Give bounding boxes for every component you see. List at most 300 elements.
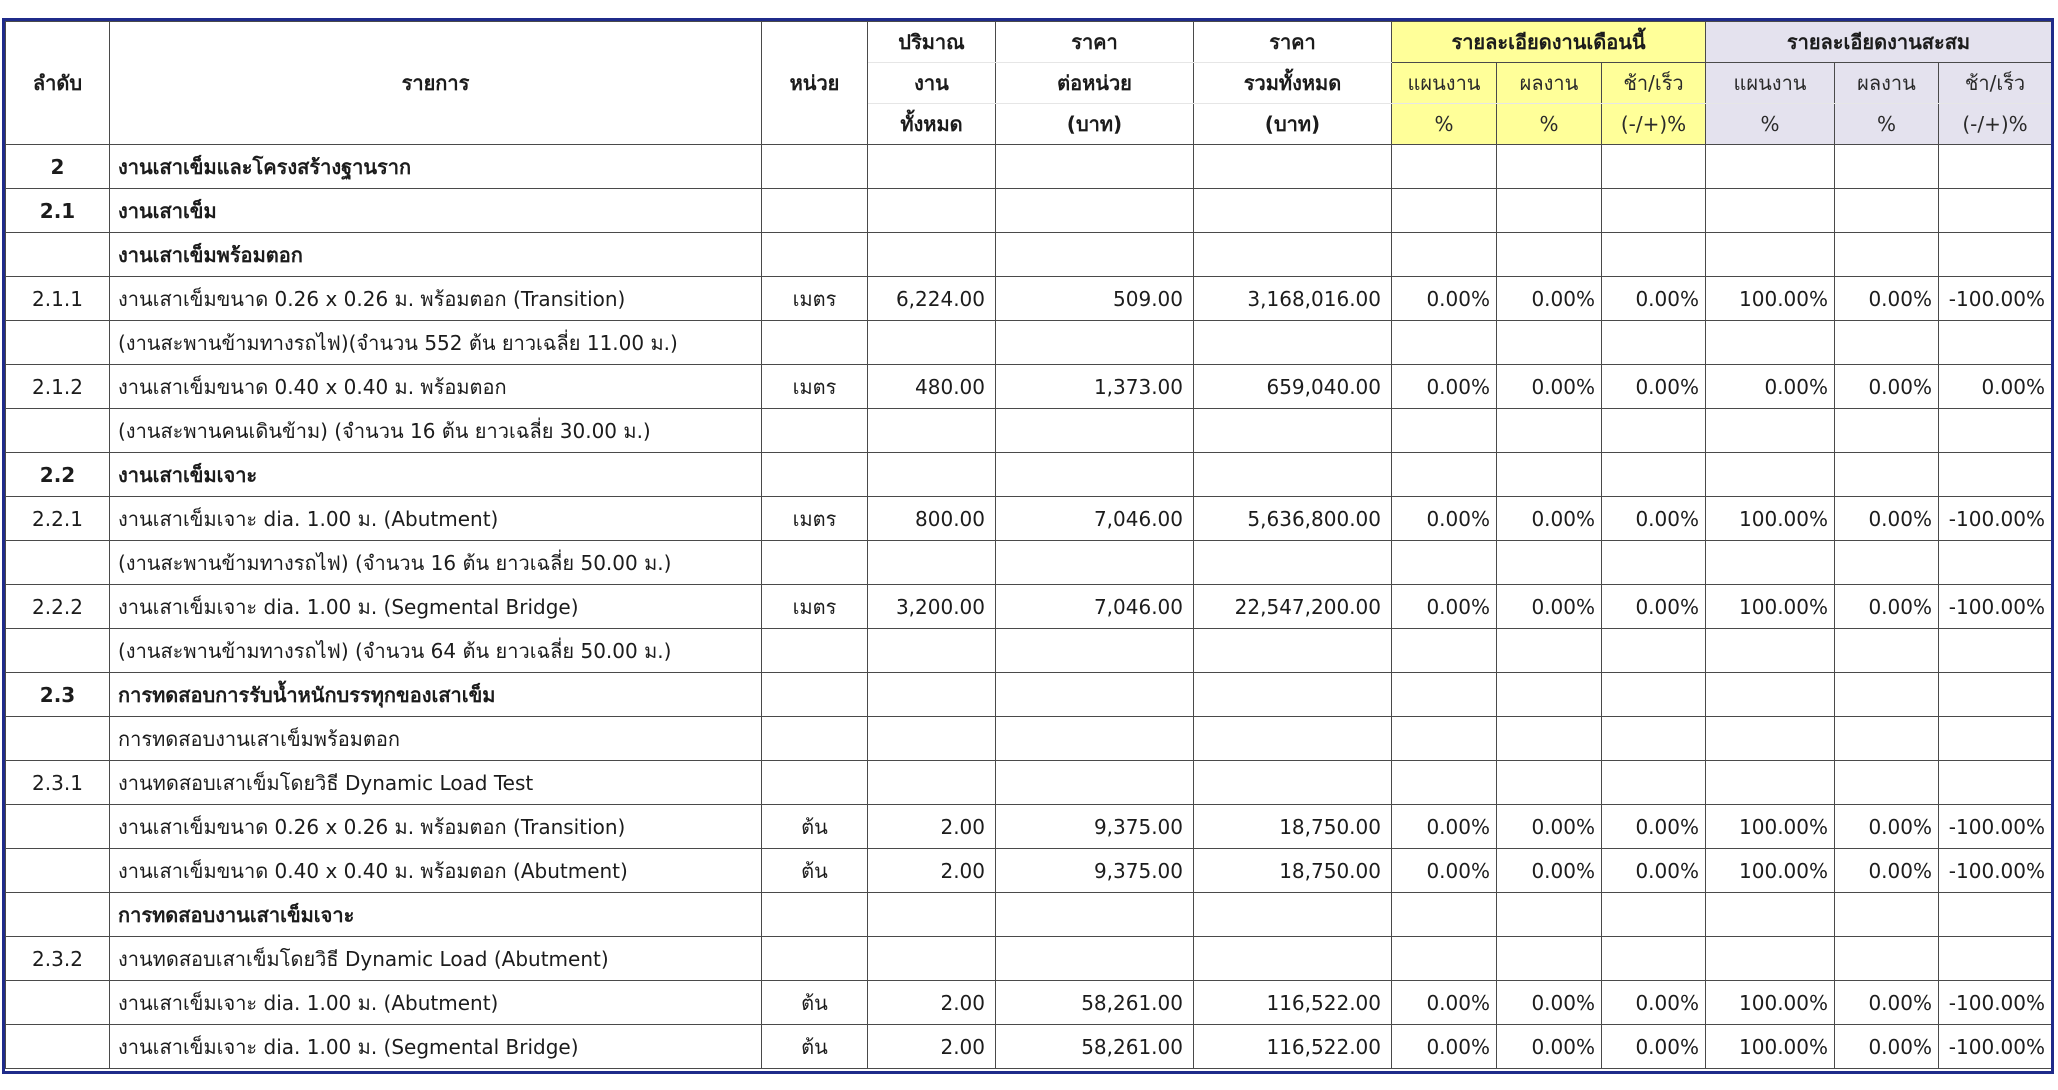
row-total-price: [1194, 893, 1392, 937]
row-quantity: [868, 717, 996, 761]
header-cum-plan: แผนงาน: [1706, 63, 1835, 104]
row-cum-result-pct: [1835, 893, 1939, 937]
row-total-price: 116,522.00: [1194, 981, 1392, 1025]
row-item: การทดสอบงานเสาเข็มพร้อมตอก: [110, 717, 762, 761]
row-month-result-pct: [1497, 453, 1602, 497]
boq-body: [6, 145, 2052, 1069]
header-month-diff: ช้า/เร็ว: [1602, 63, 1706, 104]
row-cum-plan-pct: [1706, 937, 1835, 981]
header-unit-price-line2: ต่อหน่วย: [996, 63, 1194, 104]
table-row: [6, 189, 2052, 233]
row-cum-plan-pct: 100.00%: [1706, 585, 1835, 629]
header-no: ลำดับ: [6, 22, 110, 145]
row-month-plan-pct: [1392, 629, 1497, 673]
boq-sheet: [2, 18, 2054, 1074]
row-month-diff-pct: [1602, 541, 1706, 585]
header-month-plan: แผนงาน: [1392, 63, 1497, 104]
row-month-diff-pct: [1602, 145, 1706, 189]
row-item: (งานสะพานข้ามทางรถไฟ) (จำนวน 64 ต้น ยาวเฉลี่ย 50.00 ม.): [110, 629, 762, 673]
row-cum-plan-pct: [1706, 321, 1835, 365]
header-qty-line2: งาน: [868, 63, 996, 104]
header-cum-plan-pct: %: [1706, 104, 1835, 145]
row-unit-price: 1,373.00: [996, 365, 1194, 409]
row-month-plan-pct: [1392, 937, 1497, 981]
row-month-diff-pct: 0.00%: [1602, 497, 1706, 541]
row-cum-result-pct: 0.00%: [1835, 981, 1939, 1025]
row-total-price: [1194, 189, 1392, 233]
row-item: งานเสาเข็มขนาด 0.26 x 0.26 ม. พร้อมตอก (Transition): [110, 277, 762, 321]
row-total-price: 5,636,800.00: [1194, 497, 1392, 541]
row-cum-result-pct: [1835, 629, 1939, 673]
table-row: [6, 761, 2052, 805]
row-month-plan-pct: 0.00%: [1392, 805, 1497, 849]
row-cum-result-pct: [1835, 717, 1939, 761]
row-month-result-pct: 0.00%: [1497, 497, 1602, 541]
row-unit: [762, 673, 868, 717]
row-item: งานเสาเข็มเจาะ dia. 1.00 ม. (Segmental Bridge): [110, 1025, 762, 1069]
row-cum-plan-pct: 100.00%: [1706, 497, 1835, 541]
row-month-plan-pct: [1392, 673, 1497, 717]
row-number: 2.1: [6, 189, 110, 233]
row-number: [6, 409, 110, 453]
row-month-result-pct: [1497, 761, 1602, 805]
row-number: [6, 717, 110, 761]
table-row: [6, 541, 2052, 585]
row-cum-plan-pct: 100.00%: [1706, 849, 1835, 893]
table-row: [6, 1025, 2052, 1069]
row-month-result-pct: [1497, 673, 1602, 717]
row-month-plan-pct: [1392, 189, 1497, 233]
row-item: งานทดสอบเสาเข็มโดยวิธี Dynamic Load Test: [110, 761, 762, 805]
row-month-plan-pct: 0.00%: [1392, 277, 1497, 321]
row-cum-result-pct: [1835, 541, 1939, 585]
row-number: [6, 321, 110, 365]
row-cum-result-pct: [1835, 233, 1939, 277]
row-number: [6, 541, 110, 585]
row-quantity: [868, 321, 996, 365]
row-unit-price: [996, 717, 1194, 761]
row-cum-plan-pct: [1706, 453, 1835, 497]
row-total-price: 18,750.00: [1194, 805, 1392, 849]
row-number: 2.2.2: [6, 585, 110, 629]
table-row: [6, 937, 2052, 981]
row-cum-diff-pct: [1939, 321, 2052, 365]
row-cum-result-pct: 0.00%: [1835, 849, 1939, 893]
row-cum-plan-pct: 100.00%: [1706, 805, 1835, 849]
row-unit: [762, 233, 868, 277]
row-month-diff-pct: [1602, 937, 1706, 981]
row-cum-result-pct: 0.00%: [1835, 585, 1939, 629]
row-quantity: 2.00: [868, 849, 996, 893]
row-month-result-pct: 0.00%: [1497, 365, 1602, 409]
row-month-diff-pct: [1602, 893, 1706, 937]
row-cum-diff-pct: [1939, 233, 2052, 277]
row-unit: [762, 409, 868, 453]
row-number: [6, 1025, 110, 1069]
row-month-result-pct: [1497, 189, 1602, 233]
row-month-plan-pct: [1392, 233, 1497, 277]
table-row: [6, 497, 2052, 541]
row-quantity: [868, 629, 996, 673]
row-item: งานเสาเข็มพร้อมตอก: [110, 233, 762, 277]
row-total-price: [1194, 761, 1392, 805]
row-unit-price: [996, 409, 1194, 453]
row-cum-result-pct: [1835, 937, 1939, 981]
row-quantity: [868, 673, 996, 717]
row-item: งานเสาเข็มขนาด 0.40 x 0.40 ม. พร้อมตอก: [110, 365, 762, 409]
row-unit-price: 58,261.00: [996, 1025, 1194, 1069]
row-total-price: 659,040.00: [1194, 365, 1392, 409]
row-cum-diff-pct: [1939, 717, 2052, 761]
row-cum-diff-pct: -100.00%: [1939, 849, 2052, 893]
row-month-diff-pct: [1602, 629, 1706, 673]
row-total-price: 22,547,200.00: [1194, 585, 1392, 629]
row-month-plan-pct: 0.00%: [1392, 1025, 1497, 1069]
row-quantity: [868, 761, 996, 805]
table-row: [6, 409, 2052, 453]
row-number: 2.2: [6, 453, 110, 497]
row-quantity: [868, 233, 996, 277]
row-number: 2.1.1: [6, 277, 110, 321]
row-unit: [762, 937, 868, 981]
row-total-price: [1194, 541, 1392, 585]
row-number: [6, 849, 110, 893]
row-month-diff-pct: 0.00%: [1602, 585, 1706, 629]
row-number: 2.1.2: [6, 365, 110, 409]
row-quantity: 2.00: [868, 1025, 996, 1069]
row-cum-result-pct: 0.00%: [1835, 365, 1939, 409]
header-month-diff-pct: (-/+)%: [1602, 104, 1706, 145]
row-cum-diff-pct: [1939, 761, 2052, 805]
row-item: งานเสาเข็มเจาะ dia. 1.00 ม. (Abutment): [110, 981, 762, 1025]
row-cum-plan-pct: [1706, 717, 1835, 761]
row-cum-plan-pct: [1706, 233, 1835, 277]
table-row: [6, 805, 2052, 849]
row-number: [6, 629, 110, 673]
row-quantity: 2.00: [868, 805, 996, 849]
row-unit-price: [996, 673, 1194, 717]
row-cum-result-pct: [1835, 189, 1939, 233]
header-row-1: [6, 22, 2052, 63]
header-unit: หน่วย: [762, 22, 868, 145]
row-unit: [762, 629, 868, 673]
row-unit: เมตร: [762, 585, 868, 629]
table-row: [6, 321, 2052, 365]
header-total-price-line1: ราคา: [1194, 22, 1392, 63]
row-cum-plan-pct: [1706, 541, 1835, 585]
row-number: [6, 233, 110, 277]
header-cum-result-pct: %: [1835, 104, 1939, 145]
row-unit-price: 9,375.00: [996, 805, 1194, 849]
row-cum-diff-pct: [1939, 189, 2052, 233]
row-item: งานเสาเข็มขนาด 0.26 x 0.26 ม. พร้อมตอก (Transition): [110, 805, 762, 849]
row-unit: [762, 189, 868, 233]
row-unit-price: 509.00: [996, 277, 1194, 321]
row-unit: [762, 717, 868, 761]
row-item: การทดสอบการรับน้ำหนักบรรทุกของเสาเข็ม: [110, 673, 762, 717]
header-cum-result: ผลงาน: [1835, 63, 1939, 104]
row-total-price: [1194, 937, 1392, 981]
row-unit-price: [996, 937, 1194, 981]
row-month-diff-pct: 0.00%: [1602, 805, 1706, 849]
row-unit: [762, 541, 868, 585]
row-cum-diff-pct: -100.00%: [1939, 1025, 2052, 1069]
row-unit-price: [996, 321, 1194, 365]
row-unit-price: 58,261.00: [996, 981, 1194, 1025]
header-cum-diff-pct: (-/+)%: [1939, 104, 2052, 145]
row-cum-plan-pct: [1706, 189, 1835, 233]
row-unit-price: [996, 145, 1194, 189]
row-cum-result-pct: [1835, 453, 1939, 497]
row-total-price: [1194, 409, 1392, 453]
row-unit-price: [996, 453, 1194, 497]
row-quantity: 2.00: [868, 981, 996, 1025]
row-quantity: 800.00: [868, 497, 996, 541]
header-unit-price-line3: (บาท): [996, 104, 1194, 145]
row-month-diff-pct: [1602, 321, 1706, 365]
row-cum-plan-pct: [1706, 409, 1835, 453]
row-item: งานเสาเข็มเจาะ dia. 1.00 ม. (Segmental Bridge): [110, 585, 762, 629]
table-row: [6, 145, 2052, 189]
row-unit: เมตร: [762, 277, 868, 321]
table-row: [6, 233, 2052, 277]
row-unit-price: [996, 189, 1194, 233]
row-item: งานเสาเข็มและโครงสร้างฐานราก: [110, 145, 762, 189]
row-month-diff-pct: [1602, 761, 1706, 805]
row-month-diff-pct: [1602, 453, 1706, 497]
row-month-result-pct: 0.00%: [1497, 805, 1602, 849]
row-cum-diff-pct: [1939, 673, 2052, 717]
row-month-result-pct: [1497, 893, 1602, 937]
row-item: งานเสาเข็มเจาะ dia. 1.00 ม. (Abutment): [110, 497, 762, 541]
row-quantity: 6,224.00: [868, 277, 996, 321]
row-cum-diff-pct: [1939, 409, 2052, 453]
row-number: 2.2.1: [6, 497, 110, 541]
row-month-plan-pct: 0.00%: [1392, 365, 1497, 409]
row-month-diff-pct: [1602, 409, 1706, 453]
row-cum-plan-pct: [1706, 761, 1835, 805]
row-cum-diff-pct: -100.00%: [1939, 585, 2052, 629]
header-item: รายการ: [110, 22, 762, 145]
row-total-price: [1194, 673, 1392, 717]
row-total-price: [1194, 233, 1392, 277]
row-month-diff-pct: 0.00%: [1602, 277, 1706, 321]
row-month-plan-pct: 0.00%: [1392, 849, 1497, 893]
row-month-plan-pct: 0.00%: [1392, 585, 1497, 629]
row-total-price: 18,750.00: [1194, 849, 1392, 893]
row-cum-diff-pct: -100.00%: [1939, 497, 2052, 541]
row-unit-price: [996, 541, 1194, 585]
row-number: [6, 981, 110, 1025]
row-quantity: [868, 189, 996, 233]
row-unit: [762, 453, 868, 497]
row-unit: ต้น: [762, 981, 868, 1025]
row-month-plan-pct: [1392, 321, 1497, 365]
row-month-plan-pct: 0.00%: [1392, 497, 1497, 541]
row-month-diff-pct: 0.00%: [1602, 1025, 1706, 1069]
row-unit-price: [996, 893, 1194, 937]
row-cum-plan-pct: [1706, 673, 1835, 717]
row-cum-plan-pct: [1706, 893, 1835, 937]
row-number: 2.3.2: [6, 937, 110, 981]
row-month-result-pct: 0.00%: [1497, 277, 1602, 321]
row-total-price: [1194, 629, 1392, 673]
row-cum-plan-pct: 100.00%: [1706, 1025, 1835, 1069]
row-cum-result-pct: [1835, 761, 1939, 805]
row-cum-result-pct: [1835, 145, 1939, 189]
row-cum-diff-pct: [1939, 937, 2052, 981]
row-item: งานทดสอบเสาเข็มโดยวิธี Dynamic Load (Abutment): [110, 937, 762, 981]
row-quantity: 480.00: [868, 365, 996, 409]
row-month-result-pct: 0.00%: [1497, 585, 1602, 629]
header-cum-diff: ช้า/เร็ว: [1939, 63, 2052, 104]
header-month-group: รายละเอียดงานเดือนนี้: [1392, 22, 1706, 63]
header-qty-line3: ทั้งหมด: [868, 104, 996, 145]
row-month-plan-pct: [1392, 761, 1497, 805]
header-cumulative-group: รายละเอียดงานสะสม: [1706, 22, 2052, 63]
row-month-result-pct: 0.00%: [1497, 849, 1602, 893]
row-cum-diff-pct: [1939, 145, 2052, 189]
row-number: 2.3: [6, 673, 110, 717]
row-unit: ต้น: [762, 805, 868, 849]
row-month-plan-pct: [1392, 145, 1497, 189]
table-row: [6, 453, 2052, 497]
row-month-result-pct: [1497, 541, 1602, 585]
header-total-price-line2: รวมทั้งหมด: [1194, 63, 1392, 104]
row-month-result-pct: [1497, 321, 1602, 365]
row-month-diff-pct: [1602, 717, 1706, 761]
row-number: [6, 893, 110, 937]
row-month-diff-pct: [1602, 233, 1706, 277]
header-qty-line1: ปริมาณ: [868, 22, 996, 63]
row-month-plan-pct: 0.00%: [1392, 981, 1497, 1025]
row-cum-result-pct: [1835, 321, 1939, 365]
table-row: [6, 717, 2052, 761]
row-month-plan-pct: [1392, 893, 1497, 937]
row-cum-plan-pct: 100.00%: [1706, 277, 1835, 321]
row-unit-price: [996, 761, 1194, 805]
row-total-price: [1194, 145, 1392, 189]
row-number: [6, 805, 110, 849]
row-total-price: [1194, 453, 1392, 497]
row-cum-result-pct: 0.00%: [1835, 497, 1939, 541]
row-month-plan-pct: [1392, 717, 1497, 761]
row-unit-price: [996, 629, 1194, 673]
row-month-diff-pct: [1602, 673, 1706, 717]
row-item: (งานสะพานคนเดินข้าม) (จำนวน 16 ต้น ยาวเฉลี่ย 30.00 ม.): [110, 409, 762, 453]
row-cum-diff-pct: [1939, 629, 2052, 673]
row-month-result-pct: [1497, 937, 1602, 981]
row-quantity: [868, 145, 996, 189]
row-unit: เมตร: [762, 497, 868, 541]
row-cum-diff-pct: [1939, 893, 2052, 937]
row-unit-price: [996, 233, 1194, 277]
table-row: [6, 981, 2052, 1025]
row-item: งานเสาเข็มขนาด 0.40 x 0.40 ม. พร้อมตอก (Abutment): [110, 849, 762, 893]
row-month-plan-pct: [1392, 541, 1497, 585]
row-month-diff-pct: 0.00%: [1602, 849, 1706, 893]
row-quantity: [868, 453, 996, 497]
row-month-result-pct: 0.00%: [1497, 981, 1602, 1025]
table-row: [6, 585, 2052, 629]
row-cum-result-pct: [1835, 409, 1939, 453]
row-month-plan-pct: [1392, 409, 1497, 453]
row-month-result-pct: 0.00%: [1497, 1025, 1602, 1069]
row-unit-price: 9,375.00: [996, 849, 1194, 893]
row-item: (งานสะพานข้ามทางรถไฟ) (จำนวน 16 ต้น ยาวเฉลี่ย 50.00 ม.): [110, 541, 762, 585]
boq-table: [5, 21, 2052, 1069]
row-total-price: 3,168,016.00: [1194, 277, 1392, 321]
row-quantity: [868, 893, 996, 937]
row-month-result-pct: [1497, 629, 1602, 673]
row-cum-plan-pct: [1706, 629, 1835, 673]
row-unit: [762, 893, 868, 937]
row-unit: [762, 321, 868, 365]
row-month-plan-pct: [1392, 453, 1497, 497]
header-month-result-pct: %: [1497, 104, 1602, 145]
row-number: 2.3.1: [6, 761, 110, 805]
row-total-price: [1194, 321, 1392, 365]
row-unit: ต้น: [762, 1025, 868, 1069]
row-month-diff-pct: [1602, 189, 1706, 233]
row-unit: ต้น: [762, 849, 868, 893]
row-item: งานเสาเข็มเจาะ: [110, 453, 762, 497]
row-cum-diff-pct: [1939, 541, 2052, 585]
table-row: [6, 893, 2052, 937]
row-cum-result-pct: 0.00%: [1835, 277, 1939, 321]
table-row: [6, 849, 2052, 893]
row-month-result-pct: [1497, 145, 1602, 189]
row-cum-plan-pct: [1706, 145, 1835, 189]
row-cum-plan-pct: 0.00%: [1706, 365, 1835, 409]
row-cum-diff-pct: -100.00%: [1939, 277, 2052, 321]
row-cum-result-pct: 0.00%: [1835, 1025, 1939, 1069]
header-total-price-line3: (บาท): [1194, 104, 1392, 145]
row-unit: เมตร: [762, 365, 868, 409]
row-quantity: [868, 409, 996, 453]
row-cum-diff-pct: 0.00%: [1939, 365, 2052, 409]
row-unit: [762, 145, 868, 189]
row-quantity: 3,200.00: [868, 585, 996, 629]
row-quantity: [868, 541, 996, 585]
row-month-result-pct: [1497, 409, 1602, 453]
table-row: [6, 365, 2052, 409]
row-unit-price: 7,046.00: [996, 497, 1194, 541]
row-number: 2: [6, 145, 110, 189]
row-cum-diff-pct: -100.00%: [1939, 805, 2052, 849]
header-month-result: ผลงาน: [1497, 63, 1602, 104]
row-item: (งานสะพานข้ามทางรถไฟ)(จำนวน 552 ต้น ยาวเฉลี่ย 11.00 ม.): [110, 321, 762, 365]
row-month-result-pct: [1497, 717, 1602, 761]
row-cum-diff-pct: [1939, 453, 2052, 497]
row-cum-result-pct: 0.00%: [1835, 805, 1939, 849]
table-row: [6, 277, 2052, 321]
header-unit-price-line1: ราคา: [996, 22, 1194, 63]
row-month-diff-pct: 0.00%: [1602, 981, 1706, 1025]
header-month-plan-pct: %: [1392, 104, 1497, 145]
row-unit: [762, 761, 868, 805]
row-month-diff-pct: 0.00%: [1602, 365, 1706, 409]
row-total-price: [1194, 717, 1392, 761]
row-cum-result-pct: [1835, 673, 1939, 717]
row-unit-price: 7,046.00: [996, 585, 1194, 629]
row-total-price: 116,522.00: [1194, 1025, 1392, 1069]
row-item: การทดสอบงานเสาเข็มเจาะ: [110, 893, 762, 937]
row-cum-diff-pct: -100.00%: [1939, 981, 2052, 1025]
row-quantity: [868, 937, 996, 981]
row-item: งานเสาเข็ม: [110, 189, 762, 233]
table-row: [6, 629, 2052, 673]
